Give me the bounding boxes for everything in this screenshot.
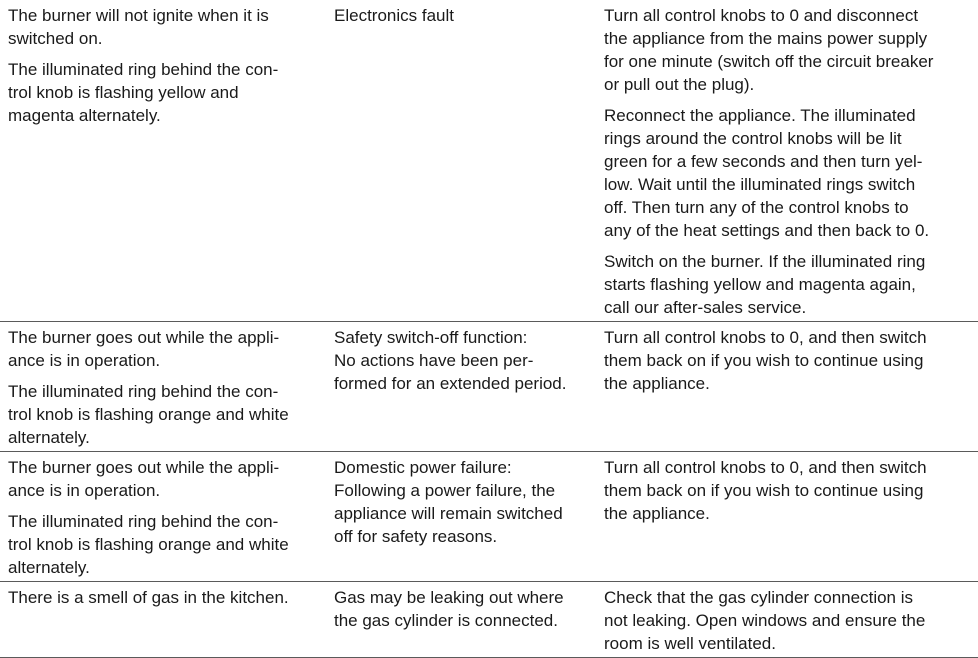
- problem-cell: [0, 582, 326, 657]
- cause-cell: [326, 582, 596, 657]
- problem-cell: [0, 322, 326, 451]
- table-row: [0, 452, 978, 582]
- remedy-cell: [596, 452, 978, 581]
- problem-text: There is a smell of gas in the kitchen.: [8, 588, 289, 607]
- remedy-cell: [596, 0, 978, 321]
- problem-cell: [0, 452, 326, 581]
- remedy-text: Turn all control knobs to 0, and then switch them back on if you wish to continue using the appliance.: [604, 328, 927, 393]
- cause-text: Safety switch-off function: No actions have been per- formed for an extended period.: [334, 328, 567, 393]
- remedy-text: Reconnect the appliance. The illuminated rings around the control knobs will be lit green for a few seconds and then turn yel- low. Wait until the illuminated rings switch off. Then turn any of the control knobs to any of the heat settings and then back to 0.: [604, 106, 930, 240]
- cause-cell: [326, 322, 596, 451]
- cause-text: Domestic power failure: Following a power failure, the appliance will remain switched off for safety reasons.: [334, 458, 563, 546]
- cause-text: Electronics fault: [334, 6, 454, 25]
- remedy-text: Turn all control knobs to 0, and then switch them back on if you wish to continue using the appliance.: [604, 458, 927, 523]
- remedy-cell: [596, 582, 978, 657]
- remedy-cell: [596, 322, 978, 451]
- table-row: [0, 582, 978, 658]
- problem-text: The illuminated ring behind the con- trol knob is flashing orange and white alternately.: [8, 382, 289, 447]
- cause-text: Gas may be leaking out where the gas cylinder is connected.: [334, 588, 564, 630]
- remedy-text: Switch on the burner. If the illuminated ring starts flashing yellow and magenta again, call our after-sales service.: [604, 252, 926, 317]
- remedy-text: Turn all control knobs to 0 and disconnect the appliance from the mains power supply for one minute (switch off the circuit breaker or pull out the plug).: [604, 6, 934, 94]
- cause-cell: [326, 0, 596, 321]
- table-row: [0, 322, 978, 452]
- remedy-text: Check that the gas cylinder connection is not leaking. Open windows and ensure the room is well ventilated.: [604, 588, 926, 653]
- table-row: [0, 0, 978, 322]
- problem-text: The burner goes out while the appli- ance is in operation.: [8, 458, 280, 500]
- problem-text: The illuminated ring behind the con- trol knob is flashing orange and white alternately.: [8, 512, 289, 577]
- problem-text: The burner will not ignite when it is switched on.: [8, 6, 269, 48]
- problem-text: The illuminated ring behind the con- trol knob is flashing yellow and magenta alternately.: [8, 60, 279, 125]
- problem-cell: [0, 0, 326, 321]
- problem-text: The burner goes out while the appli- ance is in operation.: [8, 328, 280, 370]
- cause-cell: [326, 452, 596, 581]
